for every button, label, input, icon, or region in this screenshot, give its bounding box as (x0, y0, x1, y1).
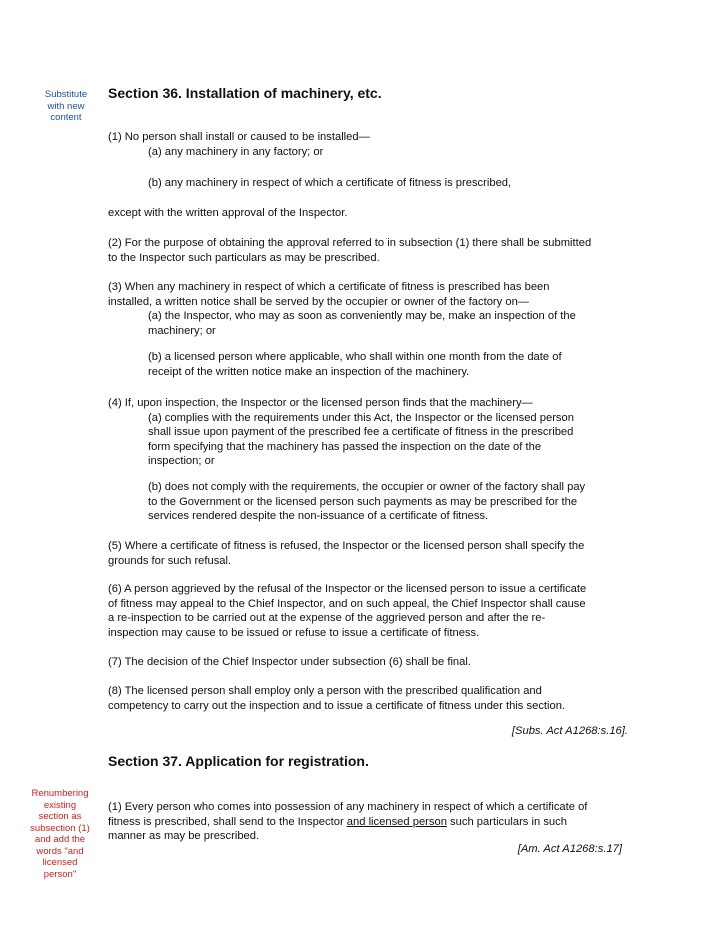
note-line: with new (47, 100, 85, 112)
s36-subsection-7: (7) The decision of the Chief Inspector under subsection (6) shall be final. (108, 656, 471, 668)
text-line: competency to carry out the inspection and to issue a certificate of fitness under this section. (108, 699, 566, 712)
text-line: shall issue upon payment of the prescribed fee a certificate of fitness in the prescribed (148, 426, 574, 439)
note-line: content (50, 112, 82, 123)
s37-subsection-1 (108, 800, 628, 844)
text-line: (6) A person aggrieved by the refusal of the Inspector or the licensed person to issue a certificate (108, 583, 587, 595)
text-line: installed, a written notice shall be served by the occupier or owner of the factory on— (108, 295, 529, 308)
text-line: (2) For the purpose of obtaining the approval referred to in subsection (1) there shall be submitted (108, 237, 592, 249)
note-line: words "and (36, 845, 84, 857)
section-37-heading: Section 37. Application for registration. (108, 753, 369, 769)
margin-note-substitute (30, 89, 102, 124)
s36-subsection-2 (108, 236, 628, 265)
s36-subsection-5 (108, 539, 628, 568)
s36-p1-intro: (1) No person shall install or caused to be installed— (108, 131, 370, 143)
s36-subsection-6 (108, 582, 628, 640)
note-line: section as (38, 811, 82, 822)
text-span: fitness is prescribed, shall send to the Inspector (108, 815, 347, 828)
s36-subsection-1 (108, 130, 628, 159)
text-line-with-insertion (108, 815, 628, 830)
s36-citation: [Subs. Act A1268:s.16]. (511, 725, 628, 737)
s37-citation: [Am. Act A1268:s.17] (517, 843, 622, 855)
text-line: of fitness may appeal to the Chief Inspector, and on such appeal, the Chief Inspector shall cause (108, 597, 586, 610)
note-line: licensed (42, 857, 78, 868)
s36-p1-item-b: (b) any machinery in respect of which a certificate of fitness is prescribed, (148, 177, 512, 189)
s36-p1-item-a: (a) any machinery in any factory; or (148, 145, 324, 158)
s36-subsection-4-item-b (108, 480, 628, 524)
text-line: (b) does not comply with the requirements, the occupier or owner of the factory shall pay (148, 481, 586, 493)
s36-subsection-3-item-b (108, 350, 628, 379)
text-line: grounds for such refusal. (108, 554, 232, 567)
text-line: machinery; or (148, 324, 216, 337)
text-line: inspection; or (148, 455, 215, 468)
inserted-text: and licensed person (346, 815, 447, 828)
text-line: (b) a licensed person where applicable, who shall within one month from the date of (148, 351, 562, 363)
text-line: (a) complies with the requirements under this Act, the Inspector or the licensed person (148, 411, 574, 424)
text-line: (5) Where a certificate of fitness is refused, the Inspector or the licensed person shall specify the (108, 540, 585, 552)
section-36-heading: Section 36. Installation of machinery, etc. (108, 85, 382, 101)
text-line: manner as may be prescribed. (108, 830, 260, 843)
note-line: person" (43, 868, 77, 880)
text-line: services rendered despite the non-issuance of a certificate of fitness. (148, 510, 489, 523)
text-line: (3) When any machinery in respect of which a certificate of fitness is prescribed has been (108, 281, 550, 293)
s36-subsection-8 (108, 684, 628, 713)
text-span: such particulars in such (446, 815, 567, 828)
s36-subsection-3 (108, 280, 628, 338)
s36-subsection-4 (108, 396, 628, 469)
note-line: Renumbering (31, 788, 89, 799)
text-line: (a) the Inspector, who may as soon as conveniently may be, make an inspection of the (148, 310, 576, 323)
margin-note-renumbering (28, 788, 92, 880)
text-line: a re-inspection to be carried out at the expense of the aggrieved person and after the re- (108, 612, 546, 625)
note-line: Substitute (44, 89, 88, 100)
note-line: existing (43, 799, 77, 811)
note-line: and add the (34, 834, 86, 845)
note-line: subsection (1) (30, 822, 90, 834)
text-line: (8) The licensed person shall employ only a person with the prescribed qualification and (108, 685, 542, 697)
text-line: receipt of the written notice make an inspection of the machinery. (148, 365, 470, 378)
text-line: to the Government or the licensed person such payments as may be prescribed for the (148, 495, 578, 508)
text-line: to the Inspector such particulars as may be prescribed. (108, 251, 380, 264)
text-line: (1) Every person who comes into possession of any machinery in respect of which a certificate of (108, 801, 588, 813)
text-line: form specifying that the machinery has passed the inspection on the date of the (148, 440, 542, 453)
s36-p1-tail: except with the written approval of the Inspector. (108, 207, 348, 219)
text-line: inspection may cause to be issued or refuse to issue a certificate of fitness. (108, 626, 480, 639)
document-body (108, 0, 628, 942)
text-line: (4) If, upon inspection, the Inspector or the licensed person finds that the machinery— (108, 397, 533, 409)
